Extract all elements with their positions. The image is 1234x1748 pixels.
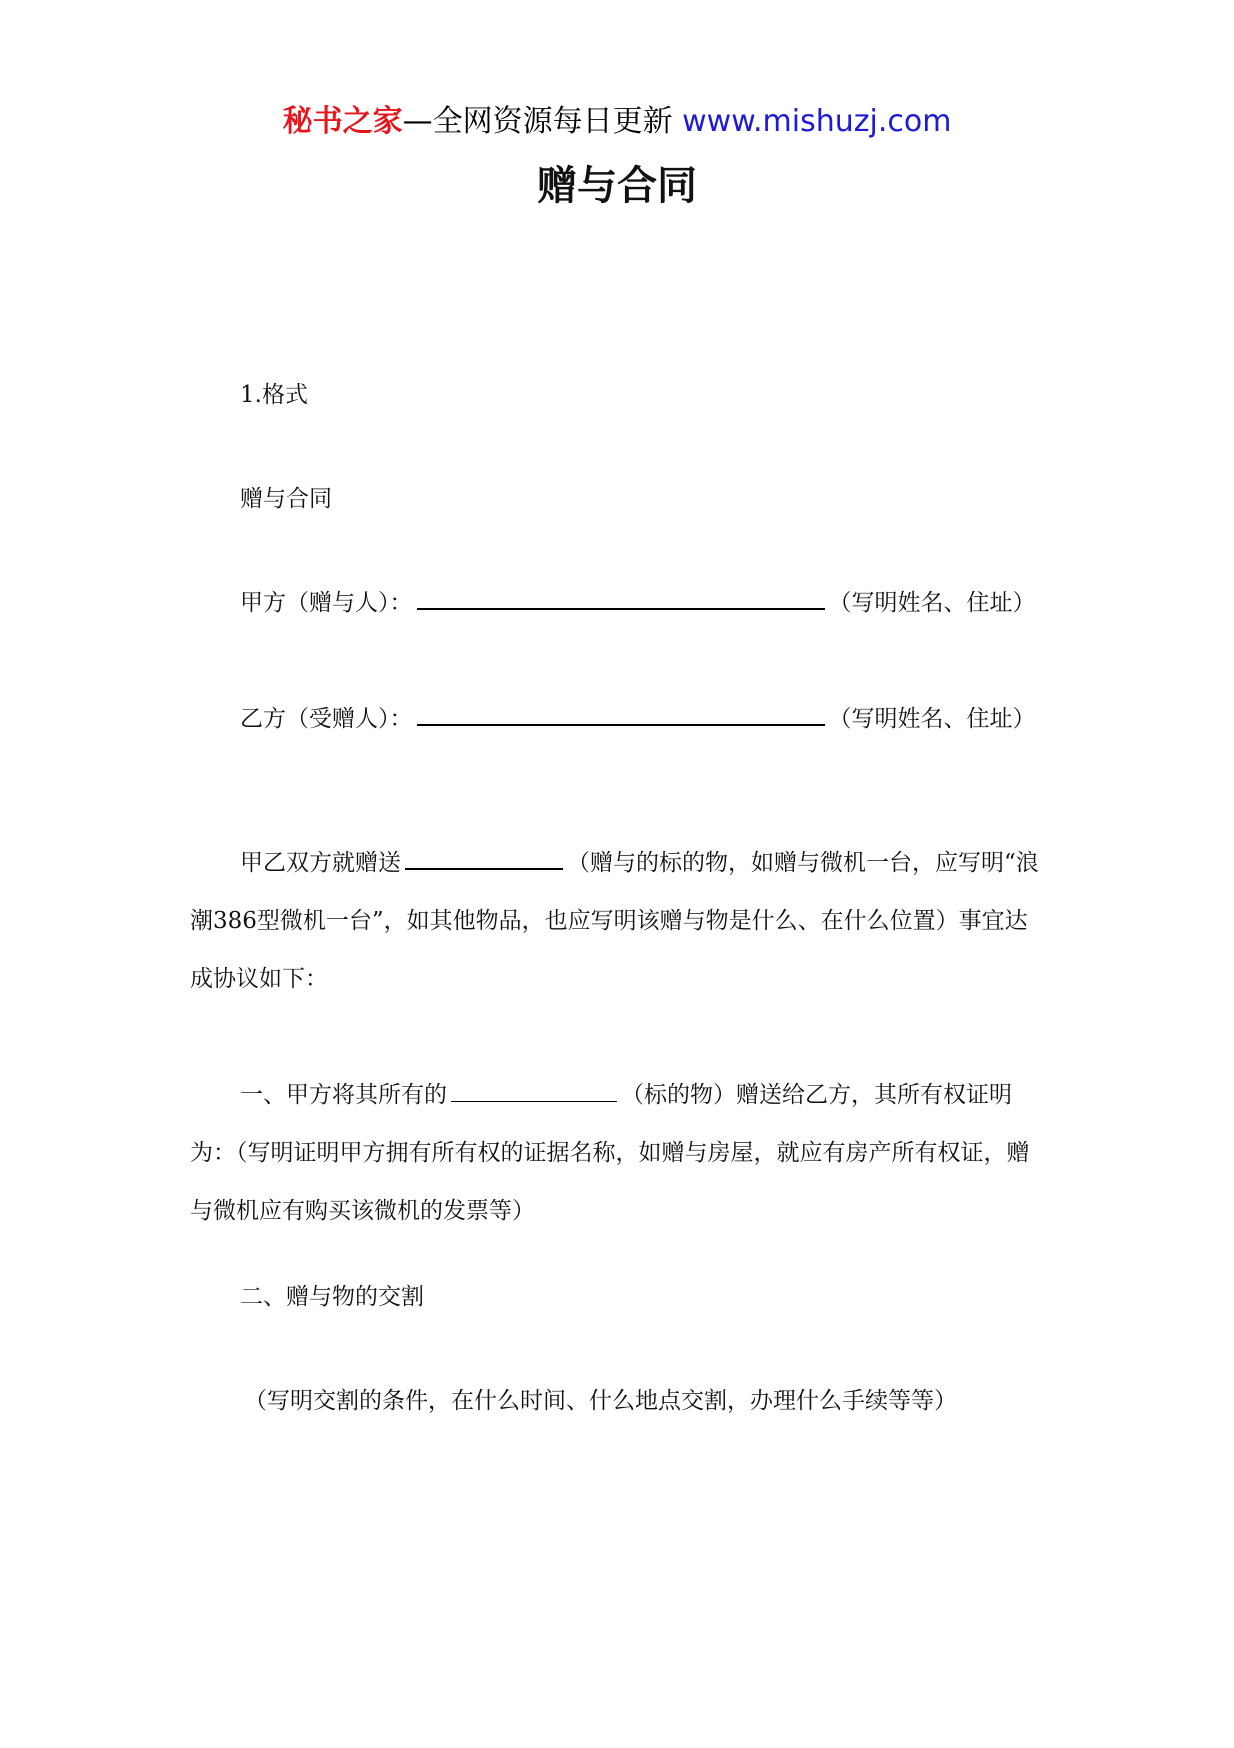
clause-1-lead: 一、甲方将其所有的 (240, 1082, 447, 1108)
clause-1-rest: （标的物）赠送给乙方，其所有权证明为：（写明证明甲方拥有所有权的证据名称，如赠与房屋，就应有房产所有权证，赠与微机应有购买该微机的发票等） (190, 1082, 1030, 1224)
clause-2-heading: 二、赠与物的交割 (240, 1284, 424, 1310)
gift-item-blank[interactable] (405, 845, 563, 870)
party-a-blank[interactable] (417, 585, 825, 610)
party-b-line (190, 690, 1040, 748)
party-b-label: 乙方（受赠人）： (240, 706, 413, 732)
format-heading: 1.格式 (240, 382, 308, 408)
party-a-line (190, 574, 1040, 632)
document-title: 赠与合同 (537, 163, 697, 209)
party-a-note: （写明姓名、住址） (828, 590, 1036, 616)
party-b-note: （写明姓名、住址） (828, 706, 1036, 732)
site-header (0, 100, 1234, 144)
site-tagline: —全网资源每日更新 (402, 104, 683, 139)
party-a-label: 甲方（赠与人）： (240, 590, 413, 616)
party-b-blank[interactable] (417, 701, 825, 726)
agreement-paragraph (190, 834, 1040, 1008)
site-brand: 秘书之家 (282, 104, 403, 139)
clause-1-paragraph (190, 1066, 1040, 1240)
agreement-lead: 甲乙双方就赠送 (240, 850, 401, 876)
clause-2-note: （写明交割的条件，在什么时间、什么地点交割，办理什么手续等等） (244, 1388, 957, 1414)
agreement-rest: （赠与的标的物，如赠与微机一台，应写明“浪潮386型微机一台”，如其他物品，也应写明该赠与物是什么、在什么位置）事宜达成协议如下： (190, 850, 1039, 992)
contract-name: 赠与合同 (240, 486, 332, 512)
subject-matter-blank[interactable] (451, 1078, 617, 1102)
site-url-link[interactable]: www.mishuzj.com (682, 104, 952, 139)
